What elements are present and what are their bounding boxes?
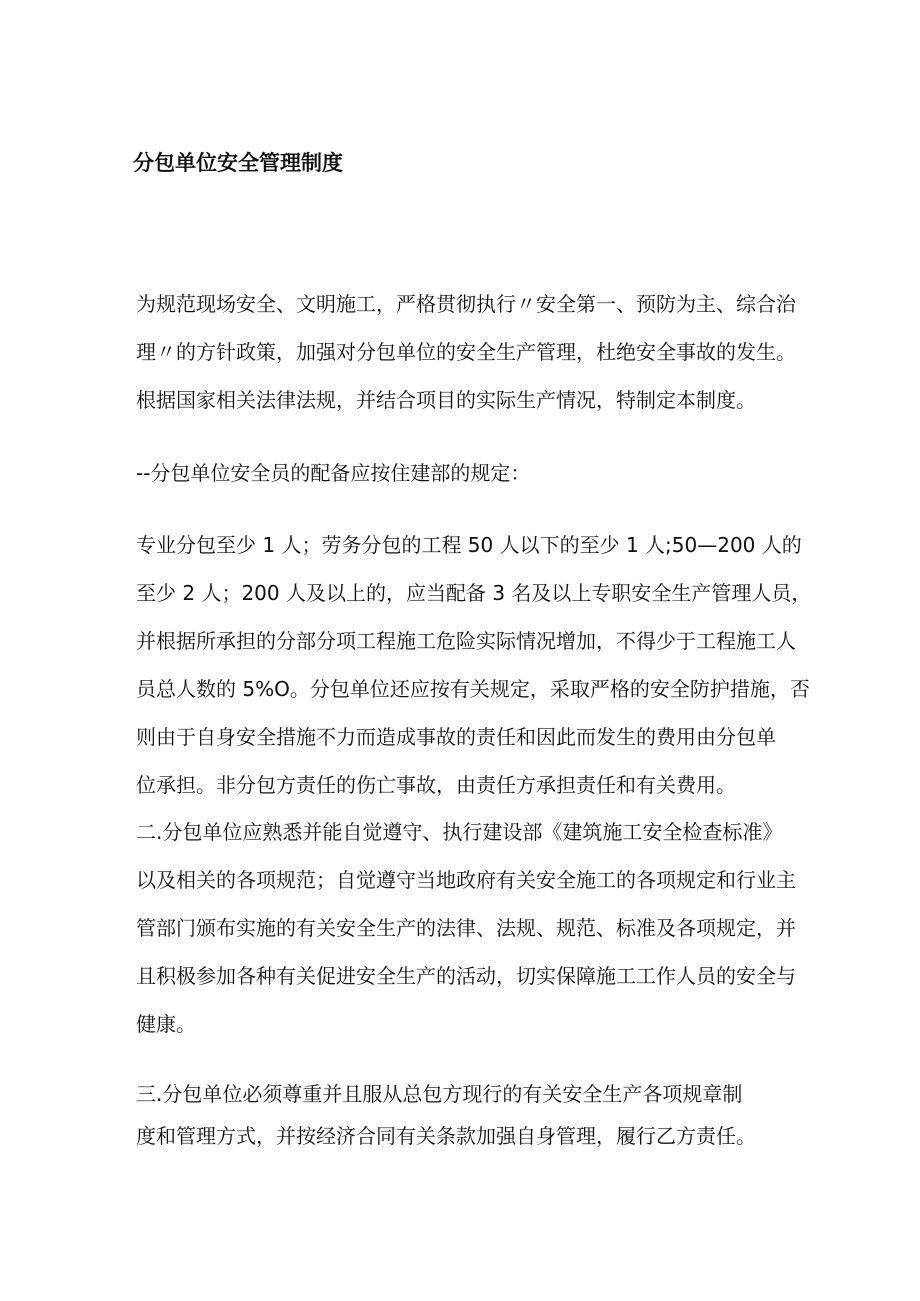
paragraph-line: 根据国家相关法律法规，并结合项目的实际生产情况，特制定本制度。 bbox=[136, 388, 756, 412]
paragraph-line: 并根据所承担的分部分项工程施工危险实际情况增加，不得少于工程施工人 bbox=[136, 629, 796, 653]
paragraph-line: 三.分包单位必须尊重并且服从总包方现行的有关安全生产各项规章制 bbox=[136, 1082, 743, 1106]
paragraph-line: 理〃的方针政策，加强对分包单位的安全生产管理，杜绝安全事故的发生。 bbox=[136, 340, 796, 364]
paragraph-section-1-heading bbox=[136, 449, 816, 497]
paragraph-section-3 bbox=[136, 1073, 816, 1157]
paragraph-line: 则由于自身安全措施不力而造成事故的责任和因此而发生的费用由分包单 bbox=[136, 725, 776, 749]
paragraph-section-2 bbox=[136, 808, 816, 1048]
paragraph-line: 且积极参加各种有关促进安全生产的活动，切实保障施工工作人员的安全与 bbox=[136, 964, 796, 988]
document-title: 分包单位安全管理制度 bbox=[133, 151, 343, 175]
paragraph-line: 为规范现场安全、文明施工，严格贯彻执行〃安全第一、预防为主、综合治 bbox=[136, 292, 796, 316]
paragraph-staffing-rules bbox=[136, 521, 816, 809]
paragraph-line: 位承担。非分包方责任的伤亡事故，由责任方承担责任和有关费用。 bbox=[136, 773, 736, 797]
paragraph-line: 二.分包单位应熟悉并能自觉遵守、执行建设部《建筑施工安全检查标准》 bbox=[136, 820, 783, 844]
paragraph-line: 度和管理方式，并按经济合同有关条款加强自身管理，履行乙方责任。 bbox=[136, 1124, 756, 1148]
paragraph-line: --分包单位安全员的配备应按住建部的规定： bbox=[136, 461, 531, 485]
paragraph-line: 健康。 bbox=[136, 1012, 196, 1036]
paragraph-line: 至少 2 人；200 人及以上的，应当配备 3 名及以上专职安全生产管理人员， bbox=[136, 581, 812, 605]
paragraph-line: 员总人数的 5%O。分包单位还应按有关规定，采取严格的安全防护措施，否 bbox=[136, 677, 810, 701]
paragraph-line: 专业分包至少 1 人；劳务分包的工程 50 人以下的至少 1 人;50—200 人的 bbox=[136, 533, 802, 557]
paragraph-intro bbox=[136, 280, 816, 424]
paragraph-line: 管部门颁布实施的有关安全生产的法律、法规、规范、标准及各项规定，并 bbox=[136, 916, 796, 940]
paragraph-line: 以及相关的各项规范；自觉遵守当地政府有关安全施工的各项规定和行业主 bbox=[136, 868, 796, 892]
